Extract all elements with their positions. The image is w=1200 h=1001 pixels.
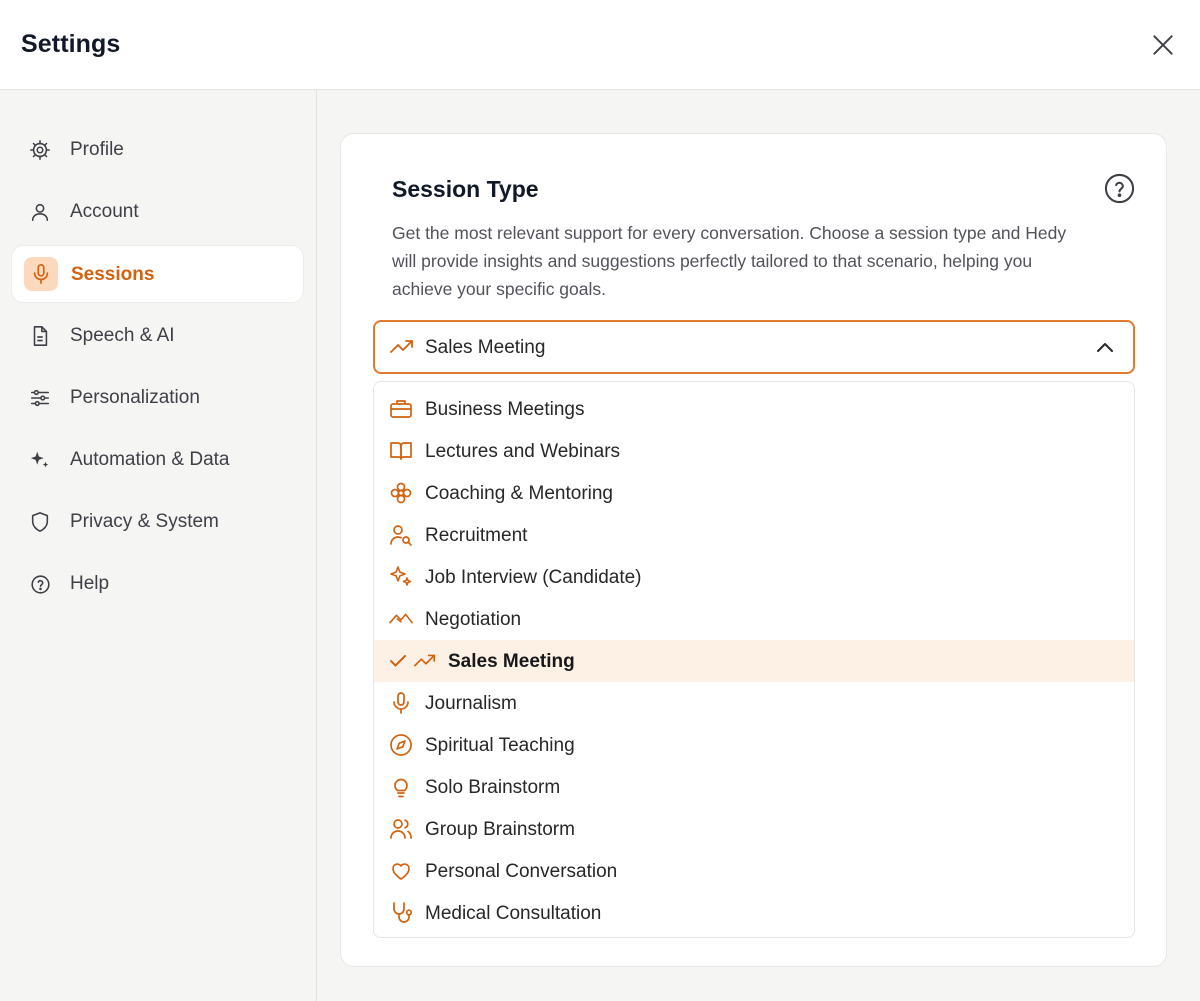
option-label: Business Meetings (425, 399, 585, 420)
help-button[interactable] (1104, 173, 1135, 204)
compass-icon (389, 733, 413, 757)
option-solo-brainstorm[interactable] (374, 766, 1134, 808)
book-open-icon (389, 439, 413, 463)
sidebar-item-label: Help (70, 573, 110, 594)
sidebar-item-speech-ai[interactable] (11, 307, 304, 365)
option-label: Lectures and Webinars (425, 441, 621, 462)
stethoscope-icon (389, 901, 413, 925)
sidebar-item-label: Sessions (71, 264, 155, 285)
option-label: Recruitment (425, 525, 528, 546)
heart-icon (389, 859, 413, 883)
option-lectures-webinars[interactable] (374, 430, 1134, 472)
close-button[interactable] (1148, 30, 1178, 60)
sliders-icon (24, 383, 56, 413)
trending-up-icon (389, 336, 415, 358)
check-icon (388, 650, 408, 672)
header (0, 0, 1200, 90)
user-icon (24, 197, 56, 227)
sidebar-item-label: Automation & Data (70, 449, 230, 470)
option-recruitment[interactable] (374, 514, 1134, 556)
sparkles-icon (24, 445, 56, 475)
briefcase-icon (389, 397, 413, 421)
session-type-select[interactable] (373, 320, 1135, 374)
option-coaching-mentoring[interactable] (374, 472, 1134, 514)
flower-icon (389, 481, 413, 505)
option-negotiation[interactable] (374, 598, 1134, 640)
sidebar-item-label: Account (70, 201, 139, 222)
handshake-icon (389, 607, 413, 631)
option-label: Sales Meeting (448, 651, 575, 672)
gear-icon (24, 135, 56, 165)
sidebar-item-sessions[interactable] (11, 245, 304, 303)
option-label: Personal Conversation (425, 861, 618, 882)
session-type-card (340, 133, 1167, 967)
sidebar-item-label: Profile (70, 139, 124, 160)
help-circle-icon (1104, 173, 1135, 204)
sidebar (0, 90, 317, 1001)
option-spiritual-teaching[interactable] (374, 724, 1134, 766)
option-business-meetings[interactable] (374, 388, 1134, 430)
option-label: Group Brainstorm (425, 819, 575, 840)
option-label: Negotiation (425, 609, 522, 630)
chevron-up-icon (1093, 336, 1117, 360)
sidebar-item-profile[interactable] (11, 121, 304, 179)
microphone-icon (24, 257, 58, 291)
sidebar-item-privacy-system[interactable] (11, 493, 304, 551)
page-title: Settings (21, 30, 121, 58)
selected-value: Sales Meeting (425, 337, 546, 358)
option-job-interview[interactable] (374, 556, 1134, 598)
option-label: Spiritual Teaching (425, 735, 575, 756)
session-type-dropdown (373, 381, 1135, 938)
close-icon (1150, 32, 1176, 58)
microphone-icon (389, 691, 413, 715)
lightbulb-icon (389, 775, 413, 799)
sidebar-item-help[interactable] (11, 555, 304, 613)
shield-icon (24, 507, 56, 537)
section-title: Session Type (392, 176, 539, 202)
sidebar-item-label: Speech & AI (70, 325, 175, 346)
sidebar-item-account[interactable] (11, 183, 304, 241)
option-medical-consultation[interactable] (374, 892, 1134, 934)
option-label: Job Interview (Candidate) (425, 567, 642, 588)
option-journalism[interactable] (374, 682, 1134, 724)
option-sales-meeting[interactable] (374, 640, 1134, 682)
sidebar-item-personalization[interactable] (11, 369, 304, 427)
sidebar-item-automation-data[interactable] (11, 431, 304, 489)
option-personal-conversation[interactable] (374, 850, 1134, 892)
option-group-brainstorm[interactable] (374, 808, 1134, 850)
sidebar-item-label: Privacy & System (70, 511, 219, 532)
option-label: Coaching & Mentoring (425, 483, 613, 504)
option-label: Medical Consultation (425, 903, 602, 924)
sparkles-icon (389, 565, 413, 589)
user-search-icon (389, 523, 413, 547)
trending-up-icon (413, 649, 437, 673)
section-description: Get the most relevant support for every conversation. Choose a session type and Hedy will provide insights and suggestions perfectly tailored to that scenario, helping you achieve your specific goals. (392, 223, 1067, 299)
document-icon (24, 321, 56, 351)
users-icon (389, 817, 413, 841)
option-label: Journalism (425, 693, 517, 714)
help-circle-icon (24, 569, 56, 599)
sidebar-item-label: Personalization (70, 387, 200, 408)
option-label: Solo Brainstorm (425, 777, 561, 798)
